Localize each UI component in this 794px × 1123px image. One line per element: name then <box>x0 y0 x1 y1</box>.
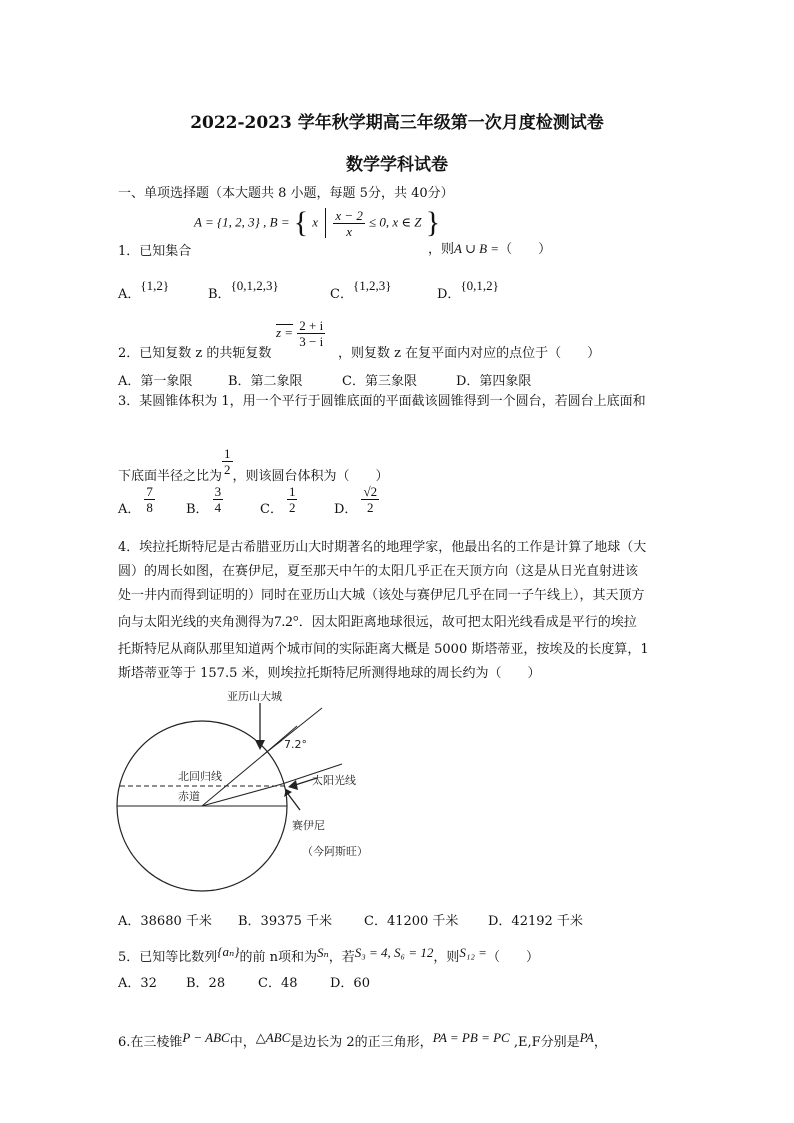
q4-label-sunlight: 太阳光线 <box>312 774 356 787</box>
q4-earth-diagram <box>112 688 422 893</box>
section-heading: 一、单项选择题（本大题共 8 小题，每题 5分，共 40分） <box>118 186 454 201</box>
q4-stem-line2: 圆）的周长如图，在赛伊尼，夏至那天中午的太阳几乎正在天顶方向（这是从日光直射进该 <box>118 564 639 579</box>
q1-option-a[interactable]: A．{1,2} <box>118 278 170 302</box>
q4-label-tropic: 北回归线 <box>178 770 222 783</box>
q2-stem-tail: ，则复数 z 在复平面内对应的点位于（ ） <box>338 346 601 361</box>
q4-option-d[interactable]: D．42192 千米 <box>488 914 583 929</box>
q2-option-d[interactable]: D．第四象限 <box>456 374 532 389</box>
q1-option-c[interactable]: C．{1,2,3} <box>330 278 392 302</box>
q1-set-b-fraction: $\frac{x - 2}{x}$ <box>335 207 363 239</box>
q1-set-b-var: x <box>312 214 319 230</box>
q3-stem-line2: 下底面半径之比为 $\frac{1}{2}$ ，则该圆台体积为（ ） <box>118 446 389 484</box>
q1-stem: 1．已知集合 <box>118 244 192 259</box>
q1-question-tail: ，则A ∪ B =（ ） <box>428 241 552 257</box>
q4-stem-line6: 斯塔蒂亚等于 157.5 米，则埃拉托斯特尼所测得地球的周长约为（ ） <box>118 666 541 681</box>
q2-stem: 2．已知复数 z 的共轭复数 <box>118 346 272 361</box>
q4-label-equator: 赤道 <box>178 790 200 803</box>
q3-stem-line1: 3．某圆锥体积为 1，用一个平行于圆锥底面的平面截该圆锥得到一个圆台，若圆台上底面和 <box>118 394 646 409</box>
q5-option-c[interactable]: C．48 <box>258 976 298 991</box>
exam-title: 2022-2023 学年秋学期高三年级第一次月度检测试卷 <box>190 113 604 133</box>
q4-option-c[interactable]: C．41200 千米 <box>364 914 459 929</box>
q4-stem-line1: 4．埃拉托斯特尼是古希腊亚历山大时期著名的地理学家，他最出名的工作是计算了地球（大 <box>118 540 647 555</box>
q4-label-alexandria: 亚历山大城 <box>227 690 282 703</box>
q1-set-a: A = {1, 2, 3} , B = <box>194 214 290 230</box>
q1-option-d[interactable]: D．{0,1,2} <box>437 278 499 302</box>
q4-label-angle: 7.2° <box>284 738 307 751</box>
q3-option-c[interactable]: C． $\frac{1}{2}$ <box>260 484 296 517</box>
q2-formula: z = $\frac{2 + i}{3 - i}$ <box>276 318 324 349</box>
q2-option-c[interactable]: C．第三象限 <box>342 374 417 389</box>
q2-option-b[interactable]: B．第二象限 <box>228 374 303 389</box>
exam-subtitle: 数学学科试卷 <box>346 155 448 175</box>
q2-option-a[interactable]: A．第一象限 <box>118 374 193 389</box>
q1-option-b[interactable]: B．{0,1,2,3} <box>208 278 279 302</box>
q4-option-a[interactable]: A．38680 千米 <box>118 914 212 929</box>
q4-label-aswan: （今阿斯旺） <box>302 845 368 858</box>
q4-stem-line4: 向与太阳光线的夹角测得为7.2°．因太阳距离地球很远，故可把太阳光线看成是平行的埃拉 <box>118 614 637 630</box>
q5-option-d[interactable]: D．60 <box>330 976 370 991</box>
q6-stem: 6.在三棱锥P − ABC中，△ABC是边长为 2的正三角形，PA = PB = PC ,E,F分别是PA， <box>118 1030 607 1050</box>
q5-stem: 5．已知等比数列{aₙ}的前 n项和为Sₙ，若S₃ = 4, S₆ = 12，则S₁₂ =（ ） <box>118 944 539 965</box>
q3-option-b[interactable]: B． $\frac{3}{4}$ <box>186 484 222 517</box>
q4-option-b[interactable]: B．39375 千米 <box>238 914 333 929</box>
q3-option-d[interactable]: D． $\frac{√2}{2}$ <box>334 484 378 517</box>
q1-sets-formula: A = {1, 2, 3} , B = { x $\frac{x - 2}{x}$ ≤ 0, x ∈ Z } <box>194 206 441 239</box>
q1-set-b-condition: ≤ 0, x ∈ Z <box>369 214 422 230</box>
q5-option-a[interactable]: A．32 <box>118 976 157 991</box>
q4-stem-line3: 处一井内而得到证明的）同时在亚历山大城（该处与赛伊尼几乎在同一子午线上），其天顶方 <box>118 588 645 603</box>
q4-stem-line5: 托斯特尼从商队那里知道两个城市间的实际距离大概是 5000 斯塔蒂亚，按埃及的长度算，1 <box>118 642 649 657</box>
q5-option-b[interactable]: B．28 <box>186 976 226 991</box>
q3-option-a[interactable]: A． $\frac{7}{8}$ <box>118 484 153 517</box>
q4-label-syene: 赛伊尼 <box>292 819 325 832</box>
